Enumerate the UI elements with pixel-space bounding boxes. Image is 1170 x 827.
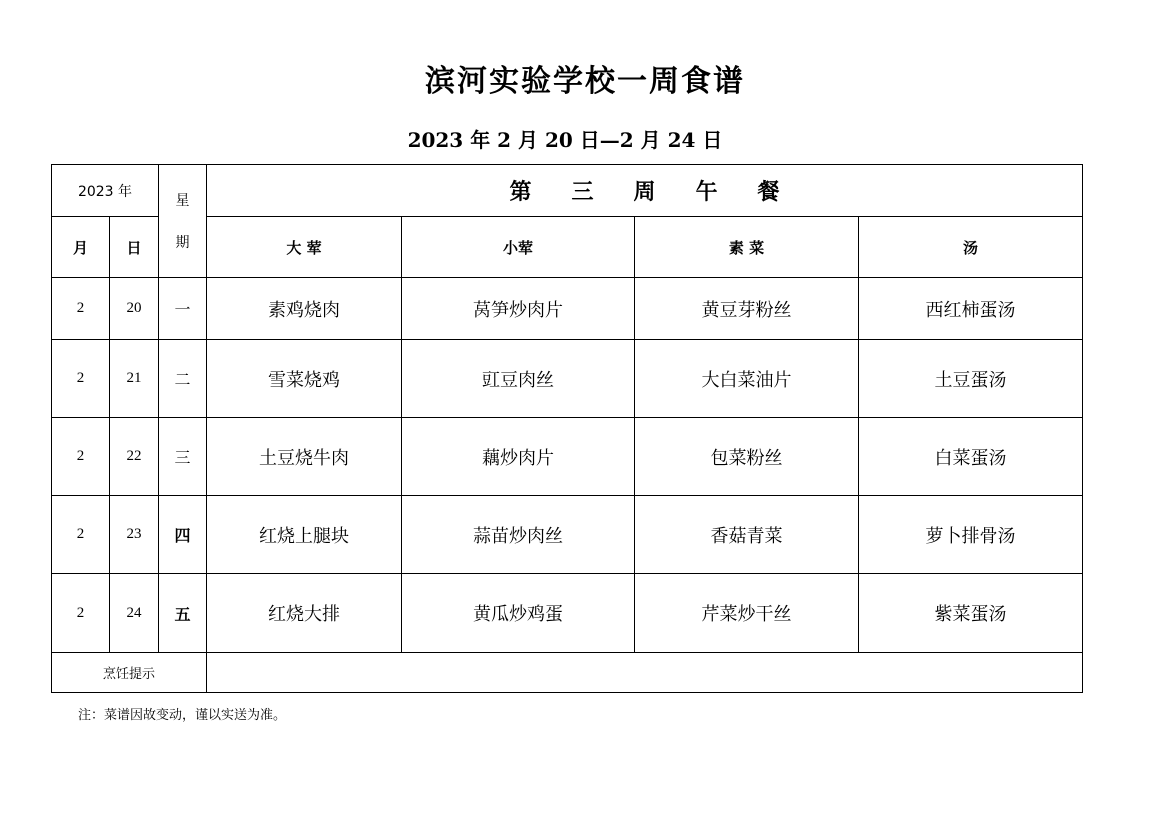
weekday-header-top: 星 bbox=[175, 193, 190, 209]
month-cell: 2 bbox=[52, 278, 110, 340]
menu-table bbox=[51, 164, 1083, 693]
weekday-cell: 四 bbox=[159, 496, 207, 574]
day-cell: 24 bbox=[110, 574, 159, 653]
table-row bbox=[52, 574, 1083, 653]
weekday-cell: 二 bbox=[159, 340, 207, 418]
big-meat-cell: 红烧上腿块 bbox=[207, 496, 402, 574]
soup-cell: 白菜蛋汤 bbox=[859, 418, 1083, 496]
page-title: 滨河实验学校一周食谱 bbox=[425, 64, 745, 99]
table-row bbox=[52, 418, 1083, 496]
soup-cell: 紫菜蛋汤 bbox=[859, 574, 1083, 653]
month-cell: 2 bbox=[52, 340, 110, 418]
big-meat-cell: 红烧大排 bbox=[207, 574, 402, 653]
cooking-tip-row bbox=[52, 653, 1083, 693]
weekday-cell: 一 bbox=[159, 278, 207, 340]
column-header-vegetable: 素 菜 bbox=[635, 217, 859, 278]
weekday-header bbox=[159, 165, 207, 278]
table-row bbox=[52, 496, 1083, 574]
table-row bbox=[52, 340, 1083, 418]
small-meat-cell: 藕炒肉片 bbox=[402, 418, 635, 496]
cooking-tip-label: 烹饪提示 bbox=[52, 653, 207, 693]
day-cell: 22 bbox=[110, 418, 159, 496]
column-header-big-meat: 大 荤 bbox=[207, 217, 402, 278]
month-cell: 2 bbox=[52, 574, 110, 653]
weekday-header-bottom: 期 bbox=[175, 235, 190, 251]
cooking-tip-value bbox=[207, 653, 1083, 693]
meal-title: 第三周午餐 bbox=[207, 165, 1083, 217]
small-meat-cell: 豇豆肉丝 bbox=[402, 340, 635, 418]
day-cell: 20 bbox=[110, 278, 159, 340]
table-row bbox=[52, 278, 1083, 340]
day-cell: 21 bbox=[110, 340, 159, 418]
vegetable-cell: 芹菜炒干丝 bbox=[635, 574, 859, 653]
soup-cell: 萝卜排骨汤 bbox=[859, 496, 1083, 574]
month-header: 月 bbox=[52, 217, 110, 278]
small-meat-cell: 蒜苗炒肉丝 bbox=[402, 496, 635, 574]
header-row-top bbox=[52, 165, 1083, 217]
month-cell: 2 bbox=[52, 496, 110, 574]
header-row-bottom bbox=[52, 217, 1083, 278]
month-cell: 2 bbox=[52, 418, 110, 496]
column-header-small-meat: 小荤 bbox=[402, 217, 635, 278]
year-header: 2023 年 bbox=[52, 165, 159, 217]
vegetable-cell: 香菇青菜 bbox=[635, 496, 859, 574]
weekday-cell: 三 bbox=[159, 418, 207, 496]
small-meat-cell: 黄瓜炒鸡蛋 bbox=[402, 574, 635, 653]
soup-cell: 土豆蛋汤 bbox=[859, 340, 1083, 418]
vegetable-cell: 包菜粉丝 bbox=[635, 418, 859, 496]
footnote: 注：菜谱因故变动，谨以实送为准。 bbox=[78, 708, 287, 723]
big-meat-cell: 雪菜烧鸡 bbox=[207, 340, 402, 418]
vegetable-cell: 大白菜油片 bbox=[635, 340, 859, 418]
small-meat-cell: 莴笋炒肉片 bbox=[402, 278, 635, 340]
date-range: 2023 年 2 月 20 日—2 月 24 日 bbox=[407, 128, 723, 152]
vegetable-cell: 黄豆芽粉丝 bbox=[635, 278, 859, 340]
day-cell: 23 bbox=[110, 496, 159, 574]
day-header: 日 bbox=[110, 217, 159, 278]
big-meat-cell: 土豆烧牛肉 bbox=[207, 418, 402, 496]
weekday-cell: 五 bbox=[159, 574, 207, 653]
soup-cell: 西红柿蛋汤 bbox=[859, 278, 1083, 340]
big-meat-cell: 素鸡烧肉 bbox=[207, 278, 402, 340]
column-header-soup: 汤 bbox=[859, 217, 1083, 278]
